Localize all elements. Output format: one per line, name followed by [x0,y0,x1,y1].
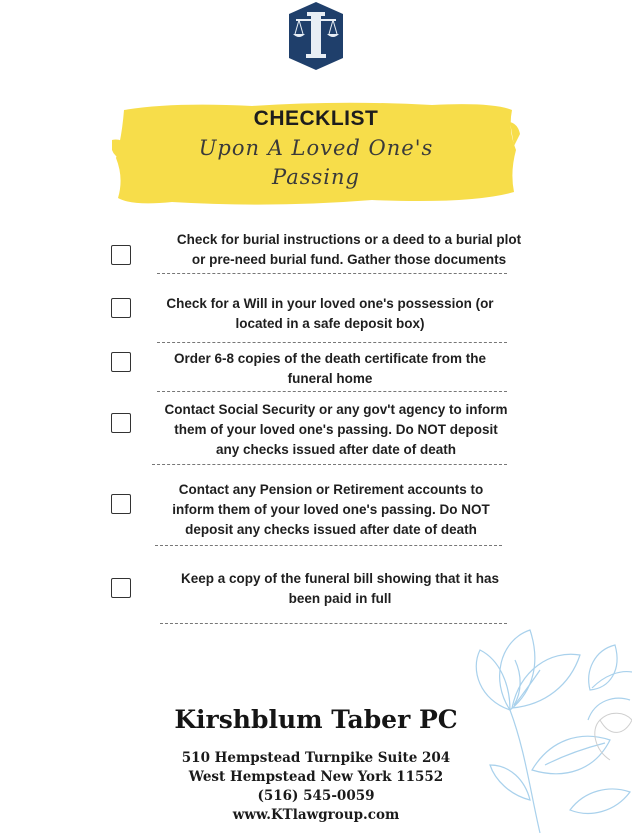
website-link[interactable]: www.KTlawgroup.com [232,807,400,823]
item-4-line-2: them of your loved one's passing. Do NOT deposit [174,422,498,437]
item-2-line-2: located in a safe deposit box) [235,316,425,331]
divider [157,273,507,274]
divider [157,391,507,392]
checkbox-item-3[interactable] [111,352,131,372]
item-1-line-1: Check for burial instructions or a deed to a burial plot [176,232,522,247]
checklist-subtitle [130,134,502,192]
item-6-line-1: Keep a copy of the funeral bill showing that it has [180,571,500,586]
firm-name: Kirshblum Taber PC [174,705,458,734]
law-scales-logo-icon [287,0,345,72]
item-6-line-2: been paid in full [288,591,392,606]
checkbox-item-1[interactable] [111,245,131,265]
subtitle-line-2: Passing [272,165,360,189]
item-4-line-3: any checks issued after date of death [215,442,457,457]
item-3-line-2: funeral home [287,371,373,386]
checklist-item-5 [150,480,512,540]
checkbox-item-2[interactable] [111,298,131,318]
divider [152,464,507,465]
checkbox-item-5[interactable] [111,494,131,514]
checklist-item-1 [160,230,538,270]
checklist-item-2 [150,294,510,334]
divider [160,623,507,624]
divider [155,545,502,546]
subtitle-line-1: Upon A Loved One's [198,136,434,160]
divider [157,342,507,343]
checklist-title: CHECKLIST [253,107,379,130]
checklist-item-3 [150,349,510,389]
phone-number: (516) 545-0059 [257,788,375,804]
checkbox-item-4[interactable] [111,413,131,433]
item-5-line-2: inform them of your loved one's passing. Do NOT [172,502,490,517]
address-line-1: 510 Hempstead Turnpike Suite 204 [181,750,451,766]
item-5-line-3: deposit any checks issued after date of death [185,522,477,537]
checkbox-item-6[interactable] [111,578,131,598]
item-4-line-1: Contact Social Security or any gov't agency to inform [164,402,508,417]
address-line-2: West Hempstead New York 11552 [188,769,444,785]
item-1-line-2: or pre-need burial fund. Gather those documents [191,252,507,267]
item-5-line-1: Contact any Pension or Retirement accounts to [178,482,484,497]
checklist-item-6 [160,569,520,609]
item-3-line-1: Order 6-8 copies of the death certificate from the [173,351,487,366]
checklist-item-4 [148,400,524,460]
item-2-line-1: Check for a Will in your loved one's possession (or [166,296,494,311]
